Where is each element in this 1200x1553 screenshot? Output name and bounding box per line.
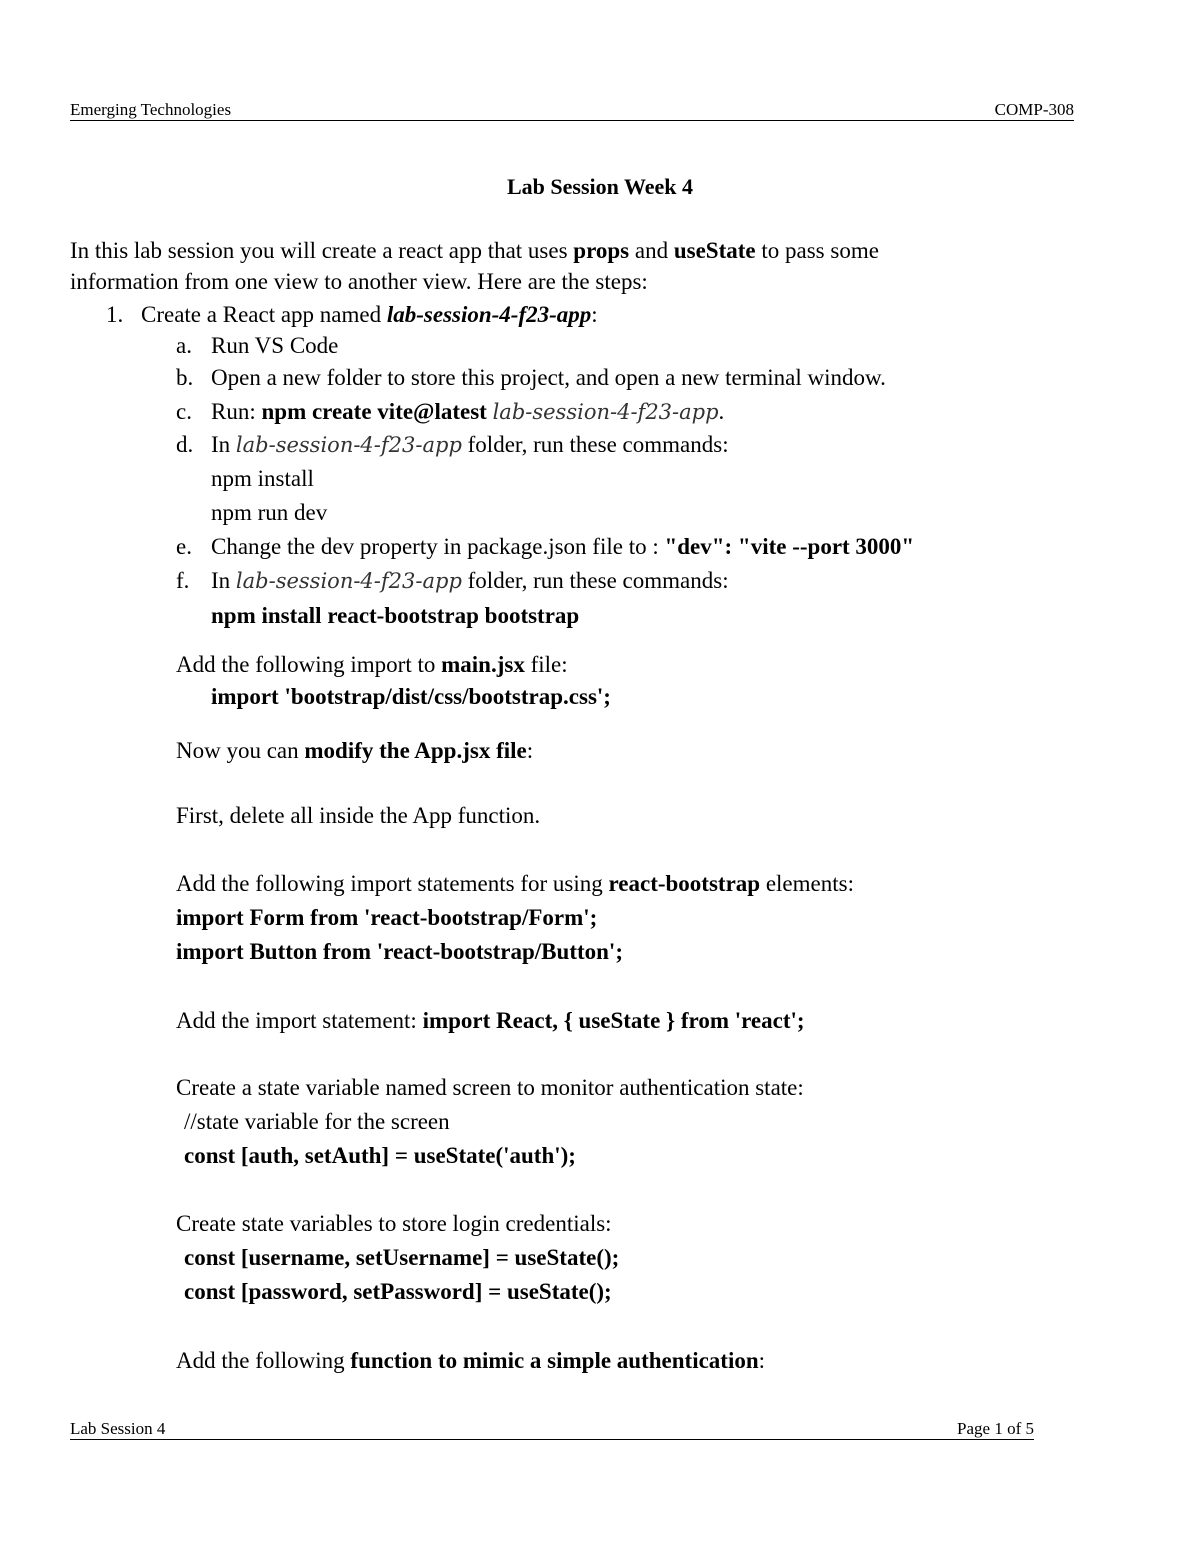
main-import-instruction: Add the following import to main.jsx file: — [176, 652, 568, 677]
modify-app-instruction: Now you can modify the App.jsx file: — [176, 738, 534, 763]
substep-d-command-1: npm install — [211, 466, 314, 491]
auth-function-instruction: Add the following function to mimic a simple authentication: — [176, 1348, 766, 1373]
state-credentials-instruction: Create state variables to store login credentials: — [176, 1211, 612, 1236]
react-bootstrap-import-instruction: Add the following import statements for using react-bootstrap elements: — [176, 871, 854, 896]
page-title: Lab Session Week 4 — [506, 174, 694, 199]
intro-line-1: In this lab session you will create a react app that uses props and useState to pass some — [70, 238, 879, 263]
substep-d-command-2: npm run dev — [211, 500, 328, 525]
main-import-code: import 'bootstrap/dist/css/bootstrap.css'; — [211, 684, 611, 709]
substep-b: b. Open a new folder to store this project, and open a new terminal window. — [176, 365, 886, 390]
page-header — [70, 100, 1074, 121]
substep-f: f. In lab-session-4-f23-app folder, run these commands: — [176, 568, 729, 593]
import-form-code: import Form from 'react-bootstrap/Form'; — [176, 905, 598, 930]
header-course-name: Emerging Technologies — [70, 100, 232, 119]
state-screen-code: const [auth, setAuth] = useState('auth'); — [184, 1143, 576, 1168]
react-import-instruction: Add the import statement: import React, { useState } from 'react'; — [176, 1008, 805, 1033]
delete-instruction: First, delete all inside the App function. — [176, 803, 541, 828]
step-1: 1. Create a React app named lab-session-4-f23-app: — [106, 302, 598, 327]
page-footer — [70, 1419, 1034, 1440]
header-course-code: COMP-308 — [994, 100, 1074, 119]
substep-d: d. In lab-session-4-f23-app folder, run these commands: — [176, 432, 729, 457]
footer-session-label: Lab Session 4 — [70, 1419, 166, 1438]
state-username-code: const [username, setUsername] = useState(); — [184, 1245, 620, 1270]
import-button-code: import Button from 'react-bootstrap/Button'; — [176, 939, 623, 964]
substep-c: c. Run: npm create vite@latest lab-session-4-f23-app. — [176, 399, 725, 424]
substep-f-command: npm install react-bootstrap bootstrap — [211, 603, 580, 628]
substep-a: a. Run VS Code — [176, 333, 339, 358]
state-screen-instruction: Create a state variable named screen to monitor authentication state: — [176, 1075, 804, 1100]
state-screen-comment: //state variable for the screen — [184, 1109, 450, 1134]
intro-line-2: information from one view to another view. Here are the steps: — [70, 269, 648, 294]
substep-e: e. Change the dev property in package.json file to : "dev": "vite --port 3000" — [176, 534, 915, 559]
footer-page-number: Page 1 of 5 — [957, 1419, 1034, 1438]
state-password-code: const [password, setPassword] = useState(); — [184, 1279, 612, 1304]
